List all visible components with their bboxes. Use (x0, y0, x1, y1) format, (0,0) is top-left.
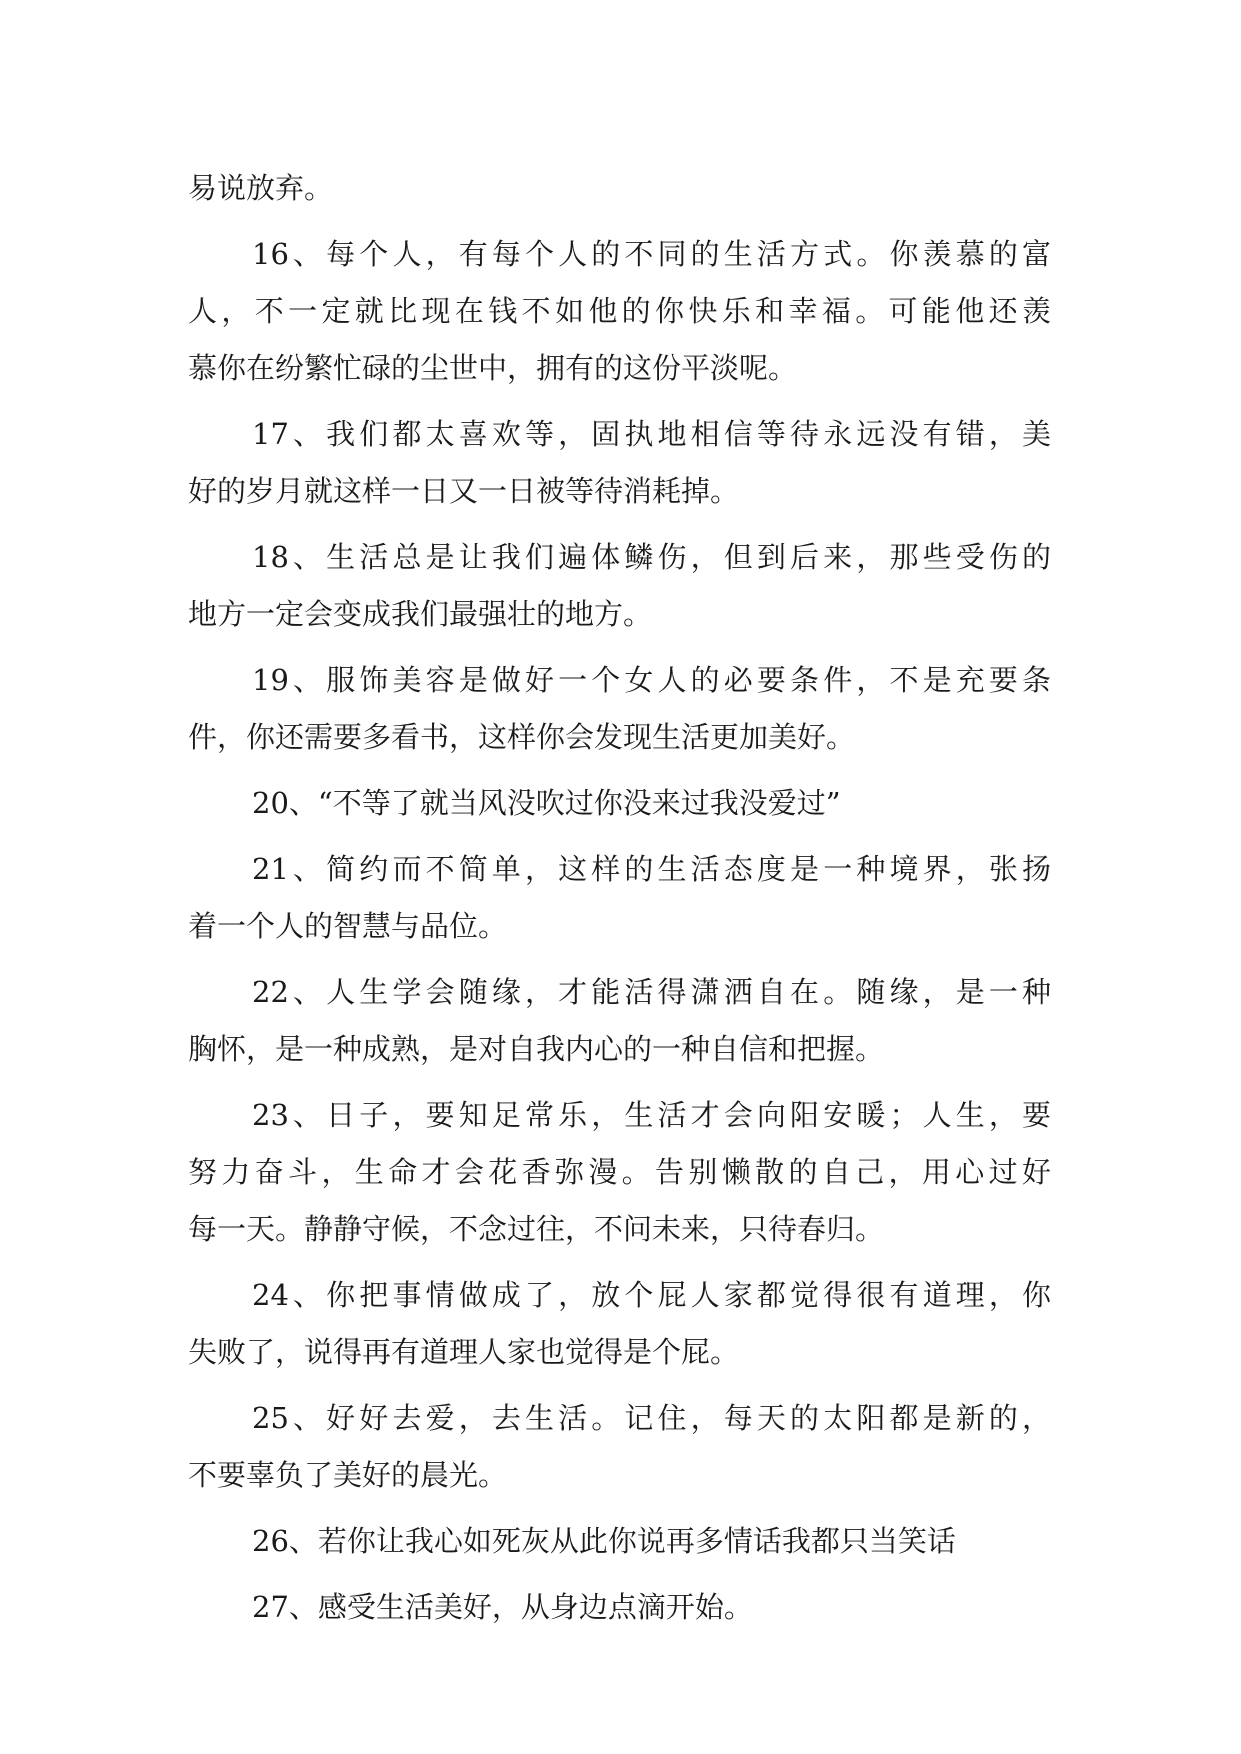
paragraph-27 (188, 1579, 1051, 1636)
text-line: 不要辜负了美好的晨光。 (188, 1458, 508, 1492)
paragraph-26 (188, 1513, 1051, 1570)
paragraph-18 (188, 529, 1051, 643)
text-line: 易说放弃。 (188, 171, 334, 205)
body-text (188, 160, 1051, 1645)
text-line: 27、感受生活美好，从身边点滴开始。 (252, 1590, 753, 1624)
text-line: 26、若你让我心如死灰从此你说再多情话我都只当笑话 (252, 1524, 956, 1558)
text-line: 失败了，说得再有道理人家也觉得是个屁。 (188, 1335, 740, 1369)
text-line: 18、生活总是让我们遍体鳞伤，但到后来，那些受伤的 (252, 540, 1051, 574)
paragraph-25 (188, 1390, 1051, 1504)
paragraph-24 (188, 1267, 1051, 1381)
text-line: 胸怀，是一种成熟，是对自我内心的一种自信和把握。 (188, 1032, 885, 1066)
text-line: 件，你还需要多看书，这样你会发现生活更加美好。 (188, 720, 856, 754)
text-line: 24、你把事情做成了，放个屁人家都觉得很有道理，你 (252, 1278, 1051, 1312)
text-line: 20、“不等了就当风没吹过你没来过我没爱过” (252, 786, 841, 820)
text-line: 每一天。静静守候，不念过往，不问未来，只待春归。 (188, 1212, 885, 1246)
text-line: 努力奋斗，生命才会花香弥漫。告别懒散的自己，用心过好 (188, 1155, 1051, 1189)
paragraph-23 (188, 1087, 1051, 1258)
paragraph-22 (188, 964, 1051, 1078)
paragraph-17 (188, 406, 1051, 520)
text-line: 16、每个人，有每个人的不同的生活方式。你羡慕的富 (252, 237, 1051, 271)
text-line: 17、我们都太喜欢等，固执地相信等待永远没有错，美 (252, 417, 1051, 451)
text-line: 25、好好去爱，去生活。记住，每天的太阳都是新的， (252, 1401, 1051, 1435)
text-line: 地方一定会变成我们最强壮的地方。 (188, 597, 653, 631)
text-line: 22、人生学会随缘，才能活得潇洒自在。随缘，是一种 (252, 975, 1051, 1009)
paragraph-21 (188, 841, 1051, 955)
text-line: 好的岁月就这样一日又一日被等待消耗掉。 (188, 474, 740, 508)
paragraph-19 (188, 652, 1051, 766)
text-line: 人，不一定就比现在钱不如他的你快乐和幸福。可能他还羡 (188, 294, 1051, 328)
text-line: 21、简约而不简单，这样的生活态度是一种境界，张扬 (252, 852, 1051, 886)
text-line: 23、日子，要知足常乐，生活才会向阳安暖；人生，要 (252, 1098, 1051, 1132)
text-line: 慕你在纷繁忙碌的尘世中，拥有的这份平淡呢。 (188, 351, 798, 385)
paragraph-continuation (188, 160, 1051, 217)
paragraph-20 (188, 775, 1051, 832)
text-line: 19、服饰美容是做好一个女人的必要条件，不是充要条 (252, 663, 1051, 697)
paragraph-16 (188, 226, 1051, 397)
text-line: 着一个人的智慧与品位。 (188, 909, 508, 943)
